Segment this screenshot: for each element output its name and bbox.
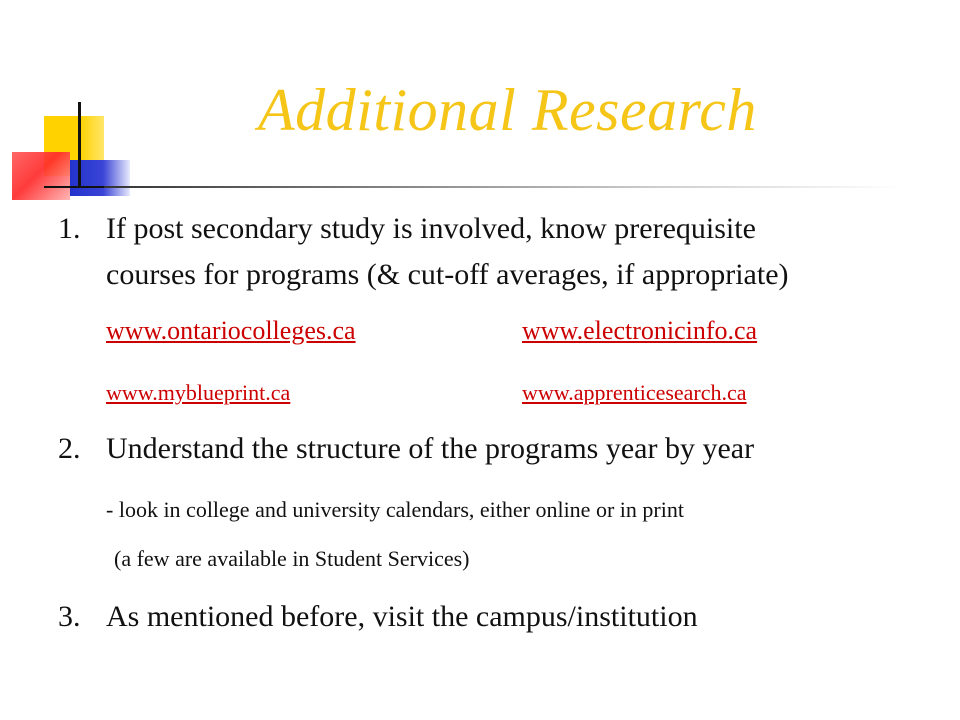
title-divider-rule <box>104 186 904 188</box>
link-ontariocolleges[interactable]: www.ontariocolleges.ca <box>106 316 356 345</box>
item-1-line-2: courses for programs (& cut-off averages, if appropriate) <box>106 258 789 291</box>
link-myblueprint[interactable]: www.myblueprint.ca <box>106 380 291 405</box>
item-1-number: 1. <box>58 212 81 245</box>
item-2-note-1: - look in college and university calendars, either online or in print <box>106 497 684 522</box>
link-electronicinfo[interactable]: www.electronicinfo.ca <box>522 316 758 345</box>
logo-red-square <box>12 152 70 200</box>
item-2-note-2: (a few are available in Student Services) <box>114 546 470 571</box>
item-3-number: 3. <box>58 600 81 633</box>
item-1-line-1: If post secondary study is involved, know prerequisite <box>106 212 756 245</box>
logo-horizontal-rule <box>44 186 104 188</box>
link-apprenticesearch[interactable]: www.apprenticesearch.ca <box>522 380 747 405</box>
slide-title: Additional Research <box>258 77 757 143</box>
item-3-line-1: As mentioned before, visit the campus/institution <box>106 600 698 633</box>
item-2-line-1: Understand the structure of the programs year by year <box>106 432 755 465</box>
item-2-number: 2. <box>58 432 81 465</box>
logo-vertical-rule <box>78 102 81 188</box>
